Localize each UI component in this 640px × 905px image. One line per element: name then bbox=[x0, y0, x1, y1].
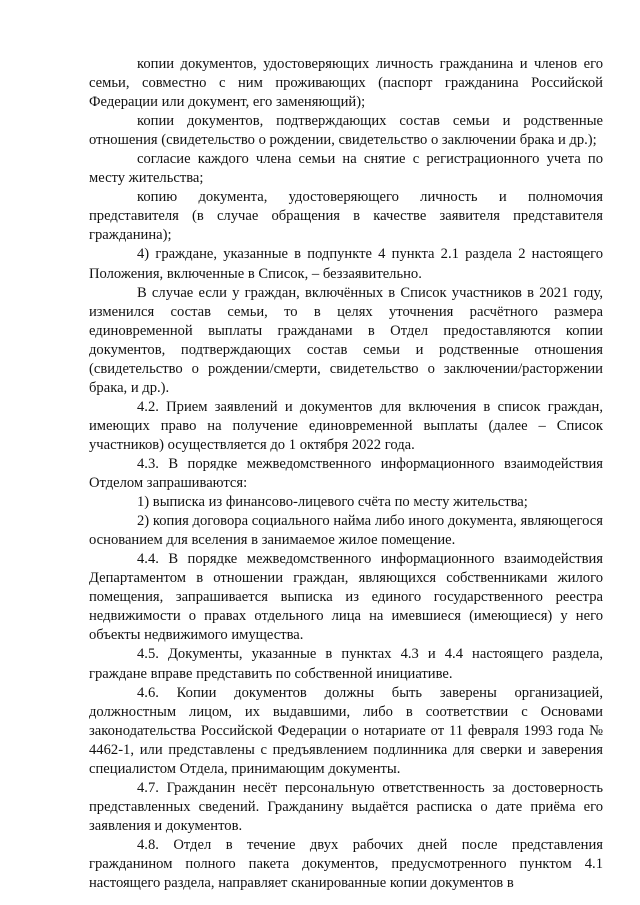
clause-4-item-4: 4) граждане, указанные в подпункте 4 пункта 2.1 раздела 2 настоящего Положения, включенные в Список, – беззаявительно. bbox=[89, 246, 603, 282]
list-item-representative-docs: копию документа, удостоверяющего личность и полномочия представителя (в случае обращения в качестве заявителя представителя гражданина); bbox=[89, 189, 603, 244]
clause-4-6: 4.6. Копии документов должны быть заверены организацией, должностным лицом, их выдавшими, либо в соответствии с Основами законодательства Российской Федерации о нотариате от 11 февраля 1993 года № 4462-1, или представлены с предъявлением подлинника для сверки и заверения специалистом Отдела, принимающим документы. bbox=[89, 684, 603, 777]
clause-4-5: 4.5. Документы, указанные в пунктах 4.3 и 4.4 настоящего раздела, граждане вправе представить по собственной инициативе. bbox=[89, 646, 603, 682]
paragraph-family-change: В случае если у граждан, включённых в Список участников в 2021 году, изменился состав семьи, то в целях уточнения расчётного размера единовременной выплаты гражданами в Отдел предоставляются копии документов, подтверждающих состав семьи и родственные отношения (свидетельство о рождении/смерти, свидетельство о заключении/расторжении брака, и др.). bbox=[89, 284, 603, 396]
list-item-identity-docs: копии документов, удостоверяющих личность гражданина и членов его семьи, совместно с ним проживающих (паспорт гражданина Российской Федерации или документ, его заменяющий); bbox=[89, 56, 603, 111]
clause-4-7: 4.7. Гражданин несёт персональную ответственность за достоверность представленных сведений. Гражданину выдаётся расписка о дате приёма его заявления и документов. bbox=[89, 779, 603, 834]
list-item-consent: согласие каждого члена семьи на снятие с регистрационного учета по месту жительства; bbox=[89, 151, 603, 187]
document-page bbox=[89, 55, 603, 893]
clause-4-4: 4.4. В порядке межведомственного информационного взаимодействия Департаментом в отношении граждан, являющихся собственниками жилого помещения, запрашивается выписка из единого государственного реестра недвижимости о правах отдельного лица на имевшиеся (имеющиеся) у него объекты недвижимого имущества. bbox=[89, 551, 603, 644]
clause-4-8: 4.8. Отдел в течение двух рабочих дней после представления гражданином полного пакета документов, предусмотренного пунктом 4.1 настоящего раздела, направляет сканированные копии документов в bbox=[89, 836, 603, 892]
clause-4-3-item-1: 1) выписка из финансово-лицевого счёта по месту жительства; bbox=[137, 494, 528, 511]
list-item-family-docs: копии документов, подтверждающих состав семьи и родственные отношения (свидетельство о рождении, свидетельство о заключении брака и др.); bbox=[89, 113, 603, 149]
clause-4-3-item-2: 2) копия договора социального найма либо иного документа, являющегося основанием для вселения в занимаемое жилое помещение. bbox=[89, 513, 603, 549]
clause-4-2: 4.2. Прием заявлений и документов для включения в список граждан, имеющих право на получение единовременной выплаты (далее – Список участников) осуществляется до 1 октября 2022 года. bbox=[89, 398, 603, 453]
clause-4-3: 4.3. В порядке межведомственного информационного взаимодействия Отделом запрашиваются: bbox=[89, 455, 603, 492]
